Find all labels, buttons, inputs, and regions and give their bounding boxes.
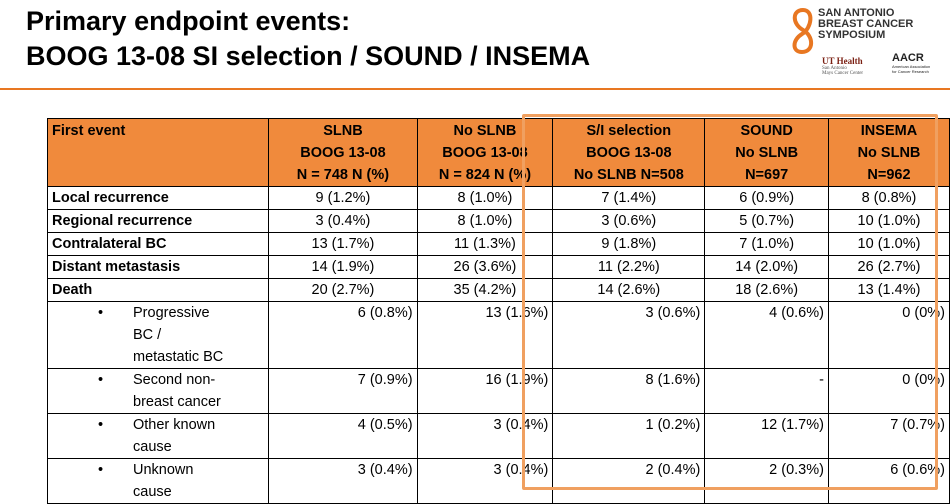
ut-health-text: UT Health: [822, 56, 863, 66]
table-cell: 26 (2.7%): [828, 256, 949, 279]
table-cell: 3 (0.6%): [553, 302, 705, 369]
table-cell: 3 (0.4%): [417, 414, 553, 459]
logo-line-2: BREAST CANCER: [818, 18, 914, 30]
table-cell: 11 (1.3%): [417, 233, 553, 256]
table-row: [48, 279, 950, 302]
table-cell: 9 (1.2%): [269, 187, 417, 210]
title-divider: [0, 88, 950, 90]
table-row: [48, 233, 950, 256]
table-cell: -: [705, 369, 829, 414]
table-cell: 12 (1.7%): [705, 414, 829, 459]
table-cell: 14 (1.9%): [269, 256, 417, 279]
table-cell: 3 (0.6%): [553, 210, 705, 233]
row-label: Death: [48, 279, 269, 302]
header-column: S/I selection BOOG 13-08 No SLNB N=508: [553, 119, 705, 187]
table-cell: 7 (0.9%): [269, 369, 417, 414]
table-cell: 3 (0.4%): [269, 459, 417, 504]
table-cell: 8 (0.8%): [828, 187, 949, 210]
logo-line-1: SAN ANTONIO: [818, 7, 895, 19]
table-cell: 6 (0.9%): [705, 187, 829, 210]
table-cell: 9 (1.8%): [553, 233, 705, 256]
table-cell: 0 (0%): [828, 302, 949, 369]
table-cell: 6 (0.6%): [828, 459, 949, 504]
aacr-text: AACR: [892, 52, 924, 64]
table-subrow: [48, 302, 950, 369]
header-column: SOUND No SLNB N=697: [705, 119, 829, 187]
table-cell: 2 (0.3%): [705, 459, 829, 504]
ut-health-sub-2: Mays Cancer Center: [822, 71, 864, 76]
header-column: No SLNB BOOG 13-08 N = 824 N (%): [417, 119, 553, 187]
primary-endpoint-table: [47, 118, 950, 504]
table-cell: 3 (0.4%): [269, 210, 417, 233]
subrow-label: • Unknown cause: [48, 459, 269, 504]
table-row: [48, 187, 950, 210]
table-cell: 13 (1.4%): [828, 279, 949, 302]
table-cell: 26 (3.6%): [417, 256, 553, 279]
table-cell: 7 (1.4%): [553, 187, 705, 210]
ut-health-sub-1: San Antonio: [822, 66, 847, 71]
table-cell: 5 (0.7%): [705, 210, 829, 233]
table-cell: 14 (2.0%): [705, 256, 829, 279]
table-cell: 18 (2.6%): [705, 279, 829, 302]
aacr-logo: [892, 52, 930, 74]
header-column: INSEMA No SLNB N=962: [828, 119, 949, 187]
sabcs-logo: [786, 6, 936, 82]
table-cell: 4 (0.6%): [705, 302, 829, 369]
row-label: Distant metastasis: [48, 256, 269, 279]
table-cell: 13 (1.7%): [269, 233, 417, 256]
subrow-label: • Progressive BC / metastatic BC: [48, 302, 269, 369]
slide-title: [26, 4, 590, 74]
table-cell: 20 (2.7%): [269, 279, 417, 302]
table-subrow: [48, 369, 950, 414]
table-cell: 35 (4.2%): [417, 279, 553, 302]
table-cell: 7 (0.7%): [828, 414, 949, 459]
header-column: SLNB BOOG 13-08 N = 748 N (%): [269, 119, 417, 187]
row-label: Contralateral BC: [48, 233, 269, 256]
bullet-icon: •: [98, 305, 104, 321]
bullet-icon: •: [98, 372, 104, 388]
table-cell: 13 (1.6%): [417, 302, 553, 369]
table-cell: 11 (2.2%): [553, 256, 705, 279]
ut-health-logo: [822, 56, 863, 76]
row-label: Regional recurrence: [48, 210, 269, 233]
table-cell: 4 (0.5%): [269, 414, 417, 459]
sabcs-wordmark: [818, 8, 913, 41]
table-cell: 3 (0.4%): [417, 459, 553, 504]
table-row: [48, 210, 950, 233]
ribbon-logo-icon: [788, 6, 818, 56]
table-cell: 10 (1.0%): [828, 233, 949, 256]
slide-title-line-1: Primary endpoint events:: [26, 6, 351, 36]
aacr-sub-2: for Cancer Research: [892, 69, 929, 74]
aacr-sub-1: American Association: [892, 64, 931, 69]
table-cell: 2 (0.4%): [553, 459, 705, 504]
table-cell: 8 (1.0%): [417, 187, 553, 210]
row-label: Local recurrence: [48, 187, 269, 210]
bullet-icon: •: [98, 417, 104, 433]
slide-title-line-2: BOOG 13-08 SI selection / SOUND / INSEMA: [26, 41, 591, 71]
table-cell: 1 (0.2%): [553, 414, 705, 459]
table-subrow: [48, 414, 950, 459]
header-first-event: First event: [48, 119, 269, 187]
table-cell: 14 (2.6%): [553, 279, 705, 302]
table-cell: 10 (1.0%): [828, 210, 949, 233]
subrow-label: • Other known cause: [48, 414, 269, 459]
table-header-row: [48, 119, 950, 187]
table-cell: 0 (0%): [828, 369, 949, 414]
logo-line-3: SYMPOSIUM: [818, 29, 886, 41]
table-cell: 16 (1.9%): [417, 369, 553, 414]
table-cell: 8 (1.0%): [417, 210, 553, 233]
table-cell: 8 (1.6%): [553, 369, 705, 414]
bullet-icon: •: [98, 462, 104, 478]
table-subrow: [48, 459, 950, 504]
subrow-label: • Second non- breast cancer: [48, 369, 269, 414]
table-cell: 6 (0.8%): [269, 302, 417, 369]
table-row: [48, 256, 950, 279]
table-cell: 7 (1.0%): [705, 233, 829, 256]
